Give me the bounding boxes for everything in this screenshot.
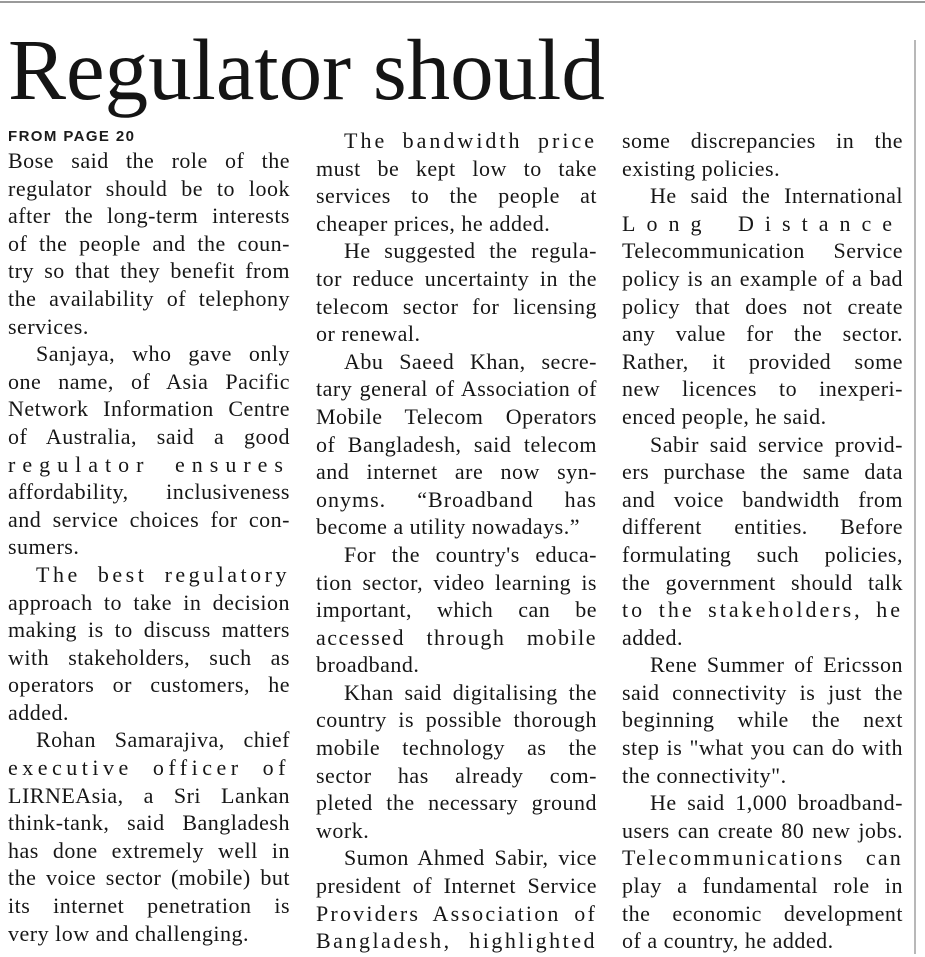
text-line: the connectivity". [622, 762, 787, 788]
text-line: the voice sector (mobile) but [8, 865, 290, 891]
paragraph [622, 127, 903, 182]
paragraph [316, 237, 597, 347]
text-line: become a utility nowadays.” [316, 514, 580, 540]
text-line: different entities. Before [622, 514, 903, 540]
column-3 [622, 127, 903, 955]
text-line: LIRNEAsia, a Sri Lankan [8, 782, 290, 808]
text-line: The best regulatory [36, 561, 290, 587]
text-line: the economic development [622, 900, 903, 926]
text-line: services. [8, 313, 89, 339]
text-line: of Bangladesh, said telecom [316, 431, 597, 457]
text-line: pleted the necessary ground [316, 790, 597, 816]
text-line: beginning while the next [622, 707, 903, 733]
text-line: with stakeholders, such as [8, 644, 290, 670]
text-line: tor reduce uncertainty in the [316, 265, 597, 291]
text-line: Abu Saeed Khan, secre- [344, 348, 597, 374]
jump-label: FROM PAGE 20 [8, 128, 136, 145]
text-line: and voice bandwidth from [622, 486, 903, 512]
text-line: Long Distance [622, 210, 903, 236]
text-line: He said the International [650, 183, 903, 209]
text-line: regulator should be to look [8, 175, 290, 201]
text-line: after the long-term interests [8, 203, 290, 229]
text-line: affordability, inclusiveness [8, 479, 290, 505]
text-line: enced people, he said. [622, 403, 827, 429]
paragraph [8, 726, 290, 947]
paragraph [316, 348, 597, 541]
text-line: new licences to inexperi- [622, 376, 903, 402]
text-line: Network Information Centre [8, 396, 290, 422]
text-line: of a country, he added. [622, 928, 834, 954]
text-line: added. [622, 624, 684, 650]
text-line: Sabir said service provid- [650, 431, 903, 457]
paragraph [8, 561, 290, 727]
text-line: mobile technology as the [316, 735, 597, 761]
text-line: of Australia, said a good [8, 423, 290, 449]
text-line: Telecommunication Service [622, 238, 903, 264]
text-line: to the stakeholders, he [622, 597, 903, 623]
text-line: tion sector, video learning is [316, 569, 597, 595]
text-line: regulator ensures [8, 451, 290, 477]
top-rule [0, 1, 925, 3]
text-line: For the country's educa- [344, 541, 597, 567]
text-line: formulating such policies, [622, 541, 903, 567]
text-line: country is possible thorough [316, 707, 597, 733]
text-line: president of Internet Service [316, 873, 597, 899]
text-line: approach to take in decision [8, 589, 290, 615]
text-line: executive officer of [8, 755, 290, 781]
text-line: of the people and the coun- [8, 230, 290, 256]
text-line: He said 1,000 broadband- [650, 790, 903, 816]
text-line: Rohan Samarajiva, chief [36, 727, 290, 753]
text-line: Providers Association of [316, 900, 597, 926]
text-line: existing policies. [622, 155, 781, 181]
text-line: its internet penetration is [8, 893, 290, 919]
text-line: the government should talk [622, 569, 903, 595]
paragraph [622, 431, 903, 652]
text-line: said connectivity is just the [622, 679, 903, 705]
text-line: work. [316, 817, 370, 843]
paragraph [8, 147, 290, 340]
paragraph [8, 340, 290, 561]
column-1 [8, 147, 290, 947]
text-line: very low and challenging. [8, 920, 249, 946]
text-line: must be kept low to take [316, 155, 597, 181]
text-line: Mobile Telecom Operators [316, 403, 597, 429]
text-line: try so that they benefit from [8, 258, 290, 284]
text-line: operators or customers, he [8, 672, 290, 698]
text-line: any value for the sector. [622, 321, 903, 347]
text-line: Telecommunications can [622, 845, 903, 871]
paragraph [622, 651, 903, 789]
text-line: play a fundamental role in [622, 873, 903, 899]
text-line: think-tank, said Bangladesh [8, 810, 290, 836]
text-line: or renewal. [316, 321, 421, 347]
text-line: the availability of telephony [8, 285, 290, 311]
text-line: making is to discuss matters [8, 617, 290, 643]
text-line: He suggested the regula- [344, 238, 597, 264]
text-line: policy is an example of a bad [622, 265, 903, 291]
paragraph [316, 844, 597, 954]
text-line: Khan said digitalising the [344, 679, 597, 705]
paragraph [316, 679, 597, 845]
text-line: telecom sector for licensing [316, 293, 597, 319]
headline: Regulator should [8, 21, 605, 118]
text-line: sector has already com- [316, 762, 597, 788]
text-line: policy that does not create [622, 293, 903, 319]
text-line: and internet are now syn- [316, 459, 597, 485]
text-line: one name, of Asia Pacific [8, 368, 290, 394]
text-line: ers purchase the same data [622, 459, 903, 485]
text-line: step is "what you can do with [622, 735, 903, 761]
text-line: The bandwidth price [344, 128, 597, 153]
text-line: Rene Summer of Ericsson [650, 652, 903, 678]
text-line: added. [8, 699, 70, 725]
text-line: Sumon Ahmed Sabir, vice [344, 845, 597, 871]
paragraph [622, 789, 903, 955]
text-line: accessed through mobile [316, 624, 597, 650]
text-line: services to the people at [316, 183, 597, 209]
text-line: important, which can be [316, 597, 597, 623]
text-line: and service choices for con- [8, 506, 290, 532]
paragraph [316, 127, 597, 237]
text-line: users can create 80 new jobs. [622, 817, 903, 843]
text-line: tary general of Association of [316, 376, 597, 402]
text-line: Bose said the role of the [8, 148, 290, 173]
text-line: some discrepancies in the [622, 128, 903, 153]
text-line: Sanjaya, who gave only [36, 341, 290, 367]
text-line: broadband. [316, 652, 420, 678]
text-line: sumers. [8, 534, 80, 560]
text-line: Bangladesh, highlighted [316, 928, 597, 954]
paragraph [316, 541, 597, 679]
text-line: onyms. “Broadband has [316, 486, 597, 512]
text-line: Rather, it provided some [622, 348, 903, 374]
column-rule-right [914, 40, 916, 954]
paragraph [622, 182, 903, 430]
column-2 [316, 127, 597, 955]
text-line: has done extremely well in [8, 837, 290, 863]
text-line: cheaper prices, he added. [316, 210, 551, 236]
